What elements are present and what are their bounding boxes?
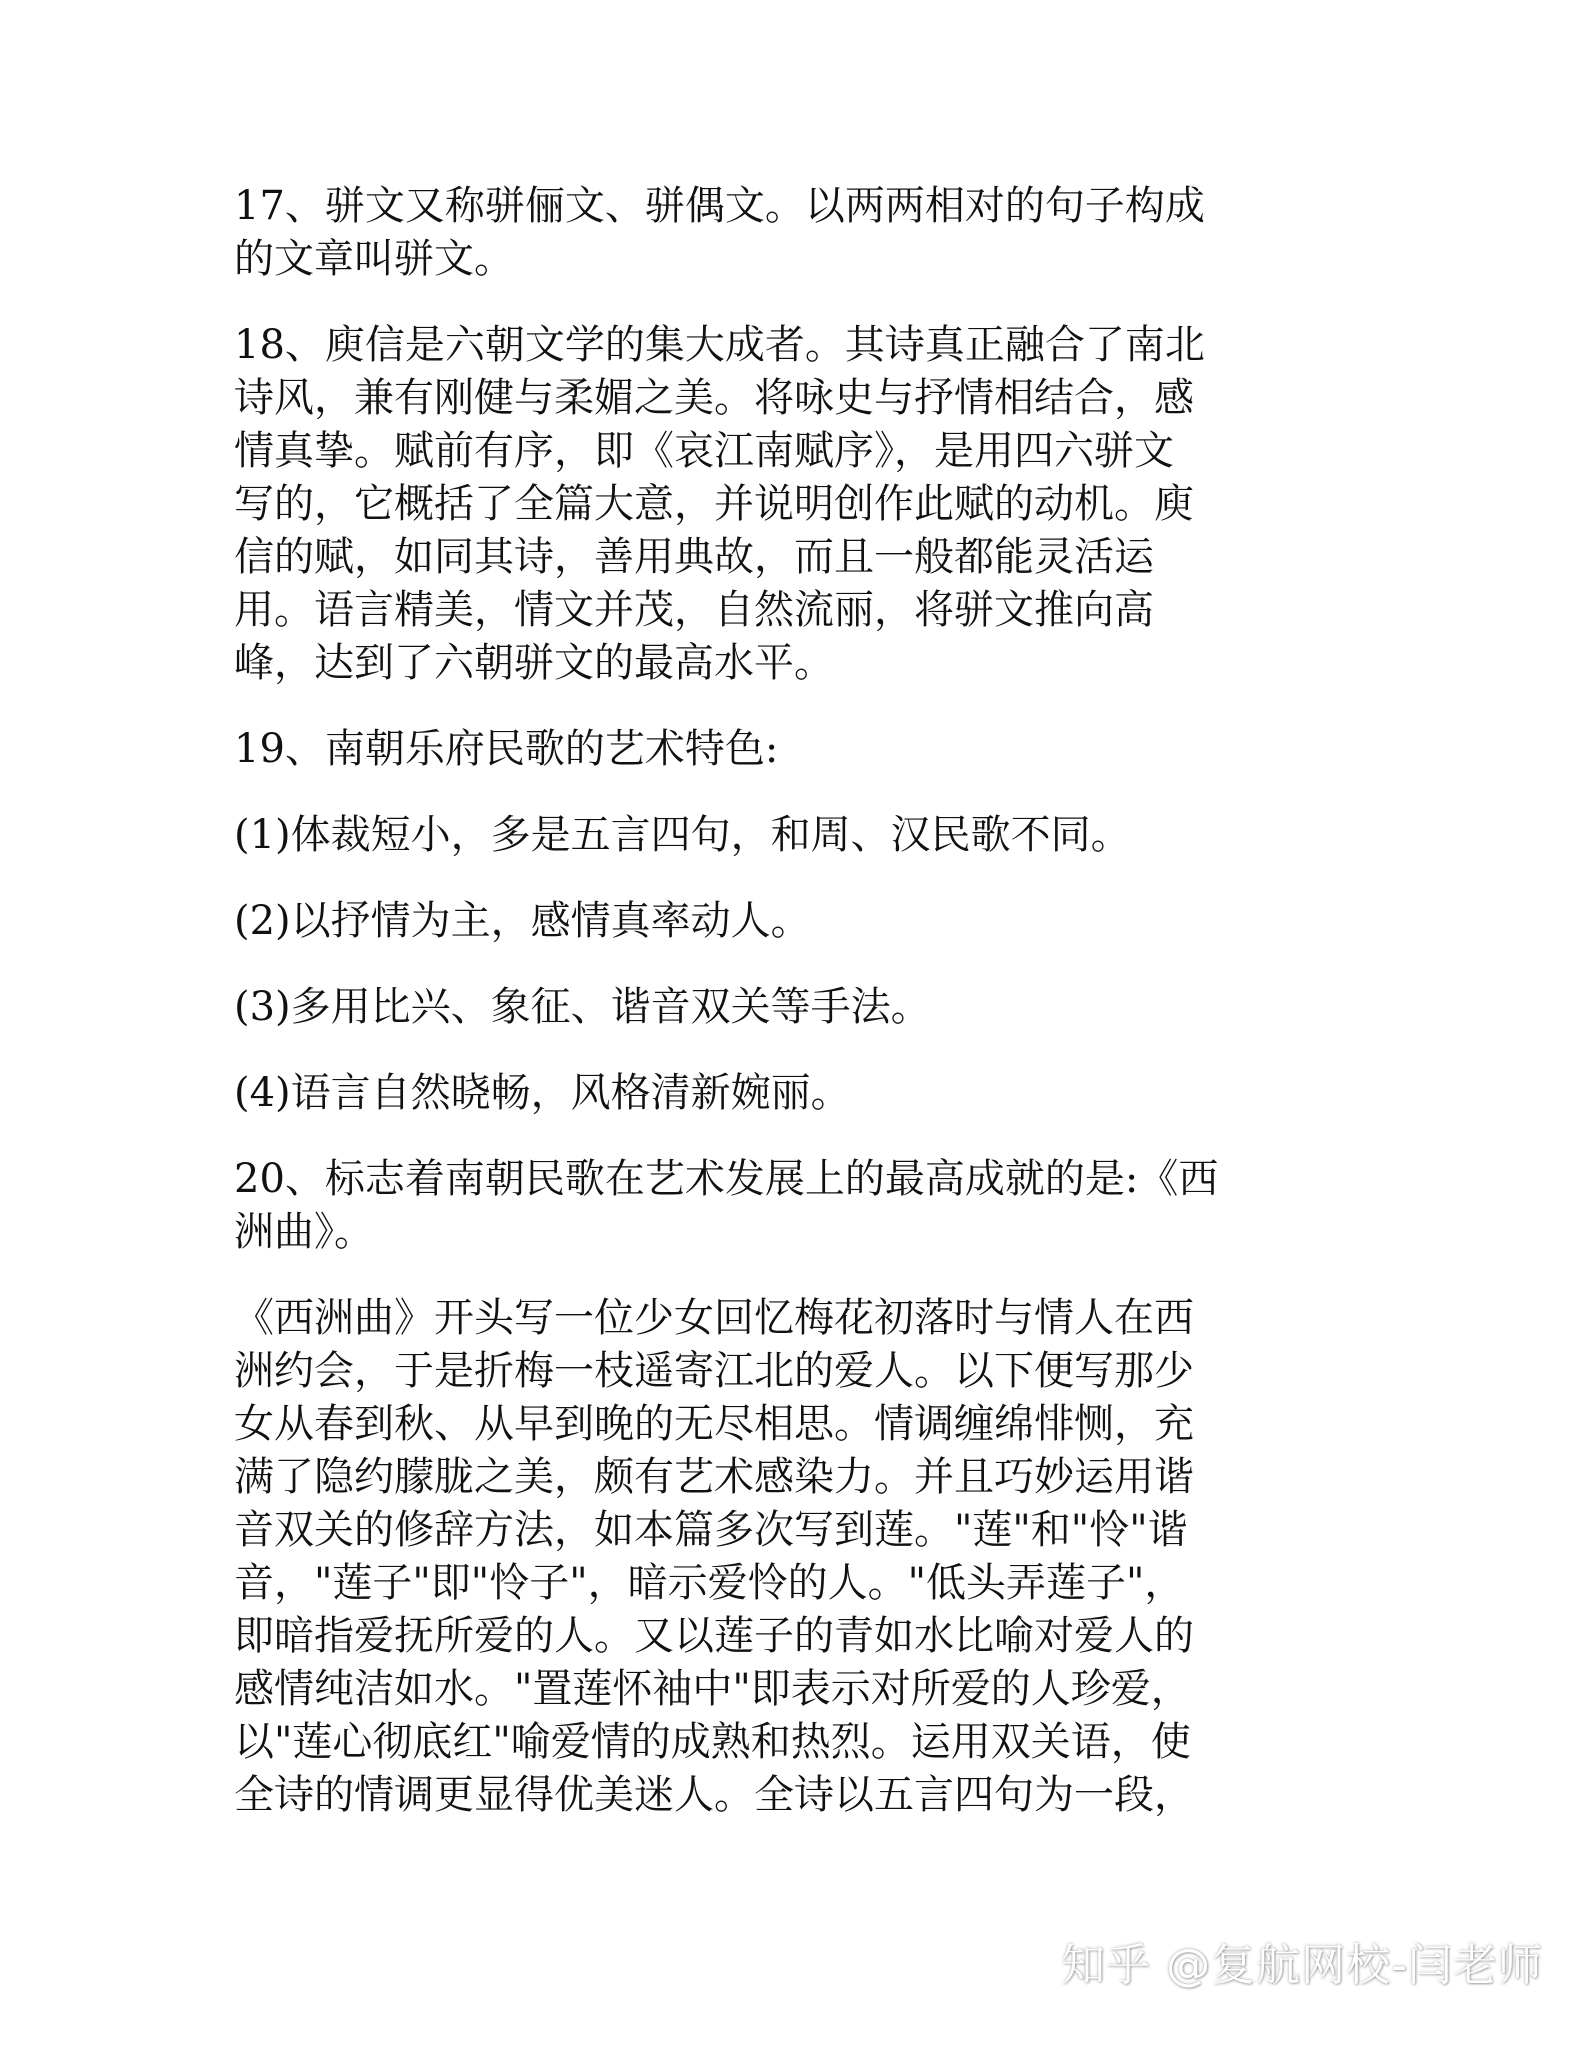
text-line: 洲曲》。 [234,1209,374,1255]
text-line: 女从春到秋、从早到晚的无尽相思。情调缠绵悱恻，充 [234,1401,1194,1447]
text-line: 19、南朝乐府民歌的艺术特色: [234,726,779,772]
paragraph-xizhouqu [234,1292,1344,1822]
text-line: 用。语言精美，情文并茂，自然流丽，将骈文推向高 [234,587,1154,633]
text-line: 即暗指爱抚所爱的人。又以莲子的青如水比喻对爱人的 [234,1613,1194,1659]
text-line: (4)语言自然晓畅，风格清新婉丽。 [234,1070,851,1116]
text-line: 以"莲心彻底红"喻爱情的成熟和热烈。运用双关语，使 [234,1719,1191,1765]
text-line: 满了隐约朦胧之美，颇有艺术感染力。并且巧妙运用谐 [234,1454,1194,1500]
text-line: 情真挚。赋前有序，即《哀江南赋序》，是用四六骈文 [234,428,1174,474]
text-line: (2)以抒情为主，感情真率动人。 [234,898,811,944]
list-item-4 [234,1067,1344,1120]
text-line: 洲约会，于是折梅一枝遥寄江北的爱人。以下便写那少 [234,1348,1194,1394]
zhihu-watermark: 知乎 @复航网校-闫老师 [1061,1940,1543,1991]
paragraph-19 [234,723,1344,776]
text-line: (3)多用比兴、象征、谐音双关等手法。 [234,984,931,1030]
paragraph-18 [234,319,1344,690]
text-line: 音双关的修辞方法，如本篇多次写到莲。"莲"和"怜"谐 [234,1507,1188,1553]
text-line: 《西洲曲》开头写一位少女回忆梅花初落时与情人在西 [234,1295,1194,1341]
text-line: 全诗的情调更显得优美迷人。全诗以五言四句为一段， [234,1772,1194,1818]
list-item-2 [234,895,1344,948]
text-line: 写的，它概括了全篇大意，并说明创作此赋的动机。庾 [234,481,1194,527]
text-line: 峰，达到了六朝骈文的最高水平。 [234,640,834,686]
text-line: 18、庾信是六朝文学的集大成者。其诗真正融合了南北 [234,322,1205,368]
text-line: 20、标志着南朝民歌在艺术发展上的最高成就的是:《西 [234,1156,1219,1202]
list-item-1 [234,809,1344,862]
paragraph-17 [234,180,1344,286]
text-line: 17、骈文又称骈俪文、骈偶文。以两两相对的句子构成 [234,183,1205,229]
paragraph-20 [234,1153,1344,1259]
text-line: 信的赋，如同其诗，善用典故，而且一般都能灵活运 [234,534,1154,580]
text-line: 的文章叫骈文。 [234,236,514,282]
text-line: (1)体裁短小，多是五言四句，和周、汉民歌不同。 [234,812,1131,858]
text-line: 诗风，兼有刚健与柔媚之美。将咏史与抒情相结合，感 [234,375,1194,421]
text-line: 感情纯洁如水。"置莲怀袖中"即表示对所爱的人珍爱， [234,1666,1191,1712]
list-item-3 [234,981,1344,1034]
text-line: 音，"莲子"即"怜子"，暗示爱怜的人。"低头弄莲子"， [234,1560,1185,1606]
document-body [234,180,1344,1855]
